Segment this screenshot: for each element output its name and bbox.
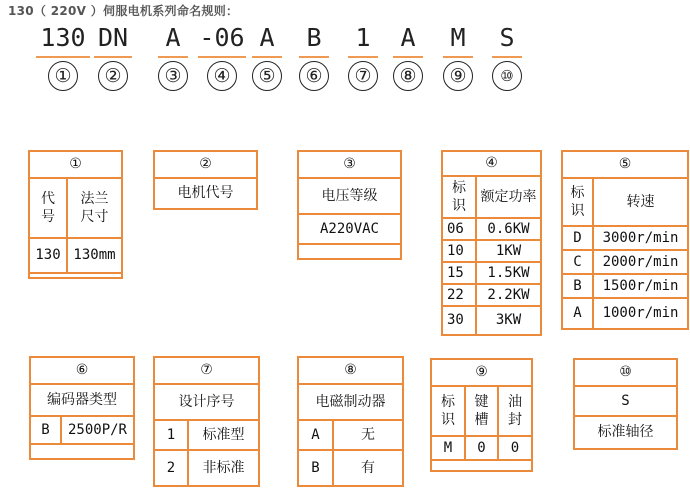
code-part: M xyxy=(450,23,466,52)
table-title: 电磁制动器 xyxy=(299,384,402,420)
table-number: ③ xyxy=(299,152,400,178)
cell-design: 标准型 xyxy=(188,420,258,450)
code-segment-1 xyxy=(36,22,90,92)
table-number: ⑧ xyxy=(299,358,402,384)
code-number: ⑨ xyxy=(443,61,473,91)
table-number: ④ xyxy=(443,152,540,176)
code-part: DN xyxy=(97,23,129,52)
code-part: S xyxy=(499,23,515,52)
cell-id: A xyxy=(299,420,333,450)
code-underline xyxy=(443,56,473,58)
cell-keyway: 0 xyxy=(465,436,498,460)
cell-power: 1.5KW xyxy=(476,262,540,284)
code-part: 1 xyxy=(355,23,371,52)
code-segment-7 xyxy=(348,22,378,92)
column-header-power xyxy=(476,176,540,218)
shaft-description: 标准轴径 xyxy=(575,416,676,448)
cell-id: 1 xyxy=(155,420,188,450)
cell-speed: 1500r/min xyxy=(593,274,687,298)
cell-power: 0.6KW xyxy=(476,218,540,240)
cell-power: 1KW xyxy=(476,240,540,262)
voltage-value: A220VAC xyxy=(299,214,400,244)
column-header-flange xyxy=(67,178,121,238)
column-header-code xyxy=(30,178,67,238)
code-underline xyxy=(299,56,329,58)
cell-id: B xyxy=(563,274,593,298)
table-title: 电机代号 xyxy=(155,178,256,208)
column-header-speed: 转速 xyxy=(593,178,687,226)
cell-design: 非标准 xyxy=(188,450,258,485)
code-part: 130 xyxy=(40,23,86,52)
code-number: ⑩ xyxy=(492,61,522,91)
code-segment-9 xyxy=(443,22,473,92)
column-header-power-text: 额定功率 xyxy=(480,189,537,205)
column-header-id xyxy=(443,176,476,218)
code-underline xyxy=(198,56,246,58)
table-number: ② xyxy=(155,152,256,178)
code-number: ⑤ xyxy=(252,61,282,91)
design-number-table xyxy=(153,356,260,487)
cell-speed: 3000r/min xyxy=(593,226,687,250)
code-number: ① xyxy=(48,61,78,91)
code-segment-3 xyxy=(158,22,188,92)
page-heading: 130（ 220V ）伺服电机系列命名规则： xyxy=(8,4,239,18)
code-part: A xyxy=(259,23,275,52)
code-number: ⑥ xyxy=(299,61,329,91)
motor-code-table xyxy=(153,150,258,210)
table-number: ⑤ xyxy=(563,152,687,178)
cell-id: 2 xyxy=(155,450,188,485)
cell-id: A xyxy=(563,298,593,328)
code-number: ⑧ xyxy=(393,61,423,91)
cell-encoder: 2500P/R xyxy=(61,416,133,444)
code-underline xyxy=(36,56,90,58)
cell-brake: 无 xyxy=(333,420,402,450)
code-segment-2 xyxy=(94,22,132,92)
code-underline xyxy=(158,56,188,58)
code-number: ④ xyxy=(207,61,237,91)
cell-id: 10 xyxy=(443,240,476,262)
column-header-keyway-text: 键槽 xyxy=(474,394,489,428)
cell-speed: 2000r/min xyxy=(593,250,687,274)
table-title: 设计序号 xyxy=(155,384,258,420)
cell-speed: 1000r/min xyxy=(593,298,687,328)
column-header-id-text: 标识 xyxy=(440,394,455,428)
table-title: 电压等级 xyxy=(299,178,400,214)
voltage-table xyxy=(297,150,402,260)
cell-power: 3KW xyxy=(476,306,540,334)
cell-id: B xyxy=(299,450,333,485)
table-number: ① xyxy=(30,152,121,178)
code-underline xyxy=(348,56,378,58)
code-number: ② xyxy=(98,61,128,91)
code-underline xyxy=(252,56,282,58)
code-segment-5 xyxy=(252,22,282,92)
code-segment-10 xyxy=(492,22,522,92)
code-part: -06 xyxy=(199,23,245,52)
cell-id: 15 xyxy=(443,262,476,284)
code-underline xyxy=(94,56,132,58)
column-header-seal xyxy=(498,386,531,436)
cell-id: M xyxy=(432,436,465,460)
cell-seal: 0 xyxy=(498,436,531,460)
table-number: ⑦ xyxy=(155,358,258,384)
code-underline xyxy=(393,56,423,58)
column-header-id-text: 标识 xyxy=(570,185,585,219)
cell-flange: 130mm xyxy=(67,238,121,273)
column-header-id xyxy=(432,386,465,436)
column-header-code-text: 代号 xyxy=(40,191,55,225)
column-header-keyway xyxy=(465,386,498,436)
code-number: ⑦ xyxy=(348,61,378,91)
brake-table xyxy=(297,356,404,487)
cell-id: 22 xyxy=(443,284,476,306)
cell-id: C xyxy=(563,250,593,274)
cell-power: 2.2KW xyxy=(476,284,540,306)
column-header-flange-text: 法兰尺寸 xyxy=(80,191,109,225)
table-number: ⑨ xyxy=(432,360,531,386)
code-part: A xyxy=(165,23,181,52)
cell-brake: 有 xyxy=(333,450,402,485)
code-segment-6 xyxy=(299,22,329,92)
flange-size-table xyxy=(28,150,123,279)
table-number: ⑩ xyxy=(575,360,676,386)
code-part: A xyxy=(400,23,416,52)
cell-id: D xyxy=(563,226,593,250)
cell-id: 30 xyxy=(443,306,476,334)
column-header-id xyxy=(563,178,593,226)
speed-table xyxy=(561,150,689,330)
keyway-seal-table xyxy=(430,358,533,472)
table-number: ⑥ xyxy=(31,358,133,384)
cell-code: 130 xyxy=(30,238,67,273)
cell-id: B xyxy=(31,416,61,444)
shaft-code: S xyxy=(575,386,676,416)
code-underline xyxy=(492,56,522,58)
column-header-seal-text: 油封 xyxy=(507,394,522,428)
code-segment-4 xyxy=(198,22,246,92)
cell-id: 06 xyxy=(443,218,476,240)
code-number: ③ xyxy=(158,61,188,91)
code-segment-8 xyxy=(393,22,423,92)
encoder-type-table xyxy=(29,356,135,460)
shaft-table xyxy=(573,358,678,450)
table-title: 编码器类型 xyxy=(31,384,133,416)
rated-power-table xyxy=(441,150,542,336)
code-part: B xyxy=(306,23,322,52)
column-header-id-text: 标识 xyxy=(451,180,466,214)
